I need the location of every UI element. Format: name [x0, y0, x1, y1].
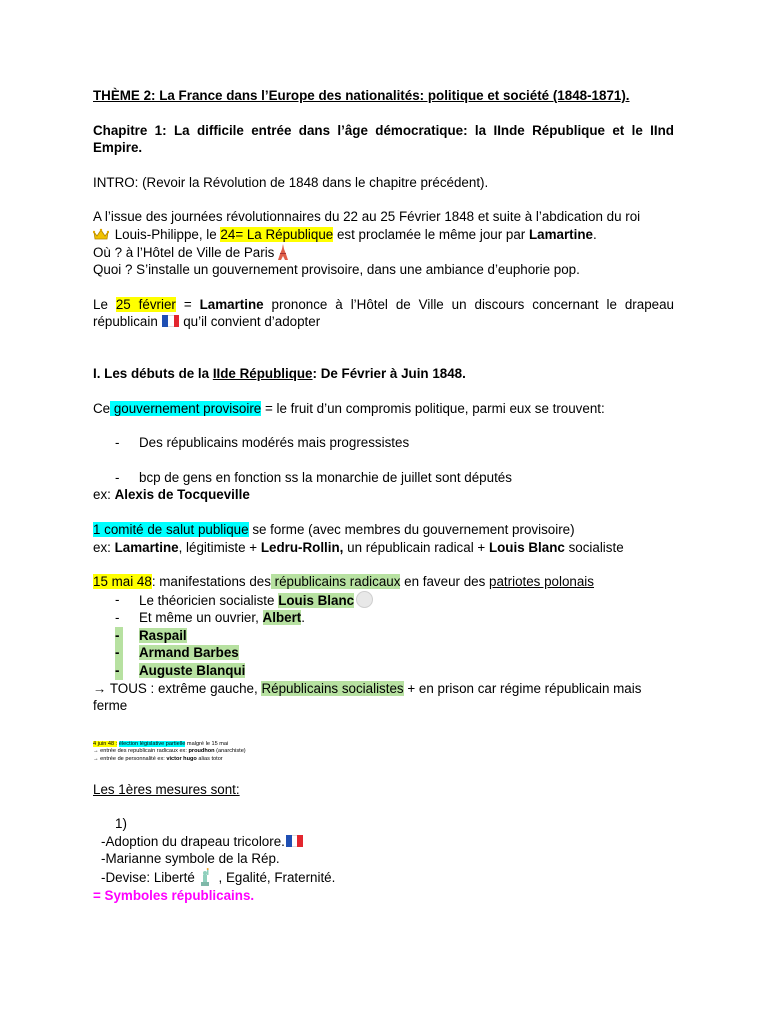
- white-circle-icon: [356, 591, 373, 608]
- statue-of-liberty-icon: [198, 868, 212, 886]
- paragraph-drapeau: Le 25 février = Lamartine prononce à l’Hôtel de Ville un discours concernant le drapeau républicain qu’il convient d’adopter: [93, 296, 674, 330]
- french-flag-icon: [286, 834, 303, 846]
- eiffel-tower-icon: [277, 244, 289, 260]
- chapter-title: Chapitre 1: La difficile entrée dans l’âge démocratique: la IInde République et le IInd Empire.: [93, 122, 674, 156]
- gouvernement-provisoire: Ce gouvernement provisoire = le fruit d’un compromis politique, parmi eux se trouvent:: [93, 400, 605, 416]
- mesures-title: Les 1ères mesures sont:: [93, 781, 240, 797]
- small-note: 4 juin 48 : élection législative partielle malgré le 15 mai → entrée des republicain radicaux ex: proudhon (anarchiste) → entrée de personnalité ex: victor hugo alias totor: [93, 740, 246, 763]
- section-1-title: I. Les débuts de la IIde République: De Février à Juin 1848.: [93, 365, 466, 381]
- list-item: - Raspail: [115, 627, 187, 643]
- french-flag-icon: [162, 314, 179, 326]
- highlight-republique: 24= La République: [220, 226, 334, 242]
- tous-prison: → TOUS : extrême gauche, Républicains socialistes + en prison car régime républicain mais ferme: [93, 680, 642, 714]
- theme-title: THÈME 2: La France dans l’Europe des nationalités: politique et société (1848-1871).: [93, 88, 630, 103]
- intro: INTRO: (Revoir la Révolution de 1848 dans le chapitre précédent).: [93, 174, 489, 190]
- paragraph-proclamation: A l’issue des journées révolutionnaires du 22 au 25 Février 1848 et suite à l’abdication du roi Louis-Philippe, le 24= La République est proclamée le même jour par Lamartine. Où ? à l’Hôtel de Ville de Paris Quoi ? S’installe un gouvernement provisoire, dans une ambiance d’euphorie pop.: [93, 209, 641, 278]
- comite-salut-public: 1 comité de salut publique se forme (avec membres du gouvernement provisoire): [93, 521, 575, 537]
- list-item: - Armand Barbes: [115, 645, 239, 661]
- list-item: - Et même un ouvrier, Albert.: [115, 610, 305, 626]
- list-item: - Le théoricien socialiste Louis Blanc: [93, 591, 674, 610]
- conclusion-symboles: = Symboles républicains.: [93, 887, 255, 903]
- example-tocqueville: ex: Alexis de Tocqueville: [93, 487, 250, 503]
- list-item: - Des républicains modérés mais progressistes: [115, 435, 410, 451]
- mesures-list: 1) -Adoption du drapeau tricolore. -Marianne symbole de la Rép. -Devise: Liberté , Egalité, Fraternité. = Symboles républicains.: [93, 815, 674, 904]
- comite-members: ex: Lamartine, légitimiste + Ledru-Rollin, un républicain radical + Louis Blanc socialiste: [93, 539, 624, 555]
- list-item: - bcp de gens en fonction ss la monarchie de juillet sont députés: [115, 469, 512, 485]
- document-page: [93, 87, 674, 904]
- list-item: - Auguste Blanqui: [115, 663, 246, 679]
- crown-icon: [93, 228, 109, 240]
- manifestation-15-mai: 15 mai 48: manifestations des républicains radicaux en faveur des patriotes polonais: [93, 574, 594, 590]
